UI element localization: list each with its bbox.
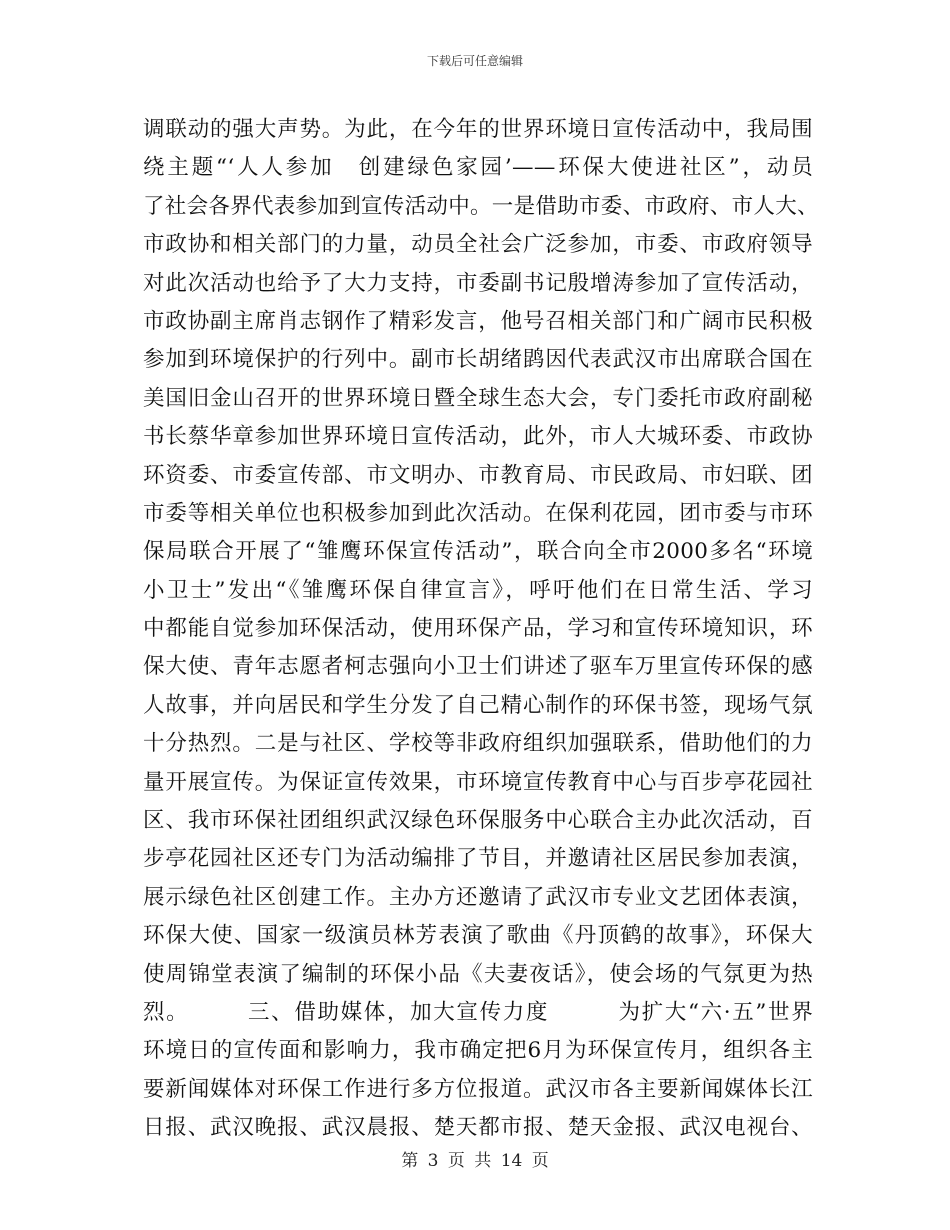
body-line: 调联动的强大声势。为此，在今年的世界环境日宣传活动中，我局围 [143, 117, 813, 142]
body-line: 十分热烈。二是与社区、学校等非政府组织加强联系，借助他们的力 [143, 731, 813, 757]
body-line: 环资委、市委宣传部、市文明办、市教育局、市民政局、市妇联、团 [143, 462, 813, 488]
body-line: 中都能自觉参加环保活动，使用环保产品，学习和宣传环境知识，环 [143, 616, 813, 642]
body-line: 区、我市环保社团组织武汉绿色环保服务中心联合主办此次活动，百 [143, 808, 813, 834]
body-line: 环保大使、国家一级演员林芳表演了歌曲《丹顶鹤的故事》，环保大 [143, 923, 813, 949]
body-line: 日报、武汉晚报、武汉晨报、楚天都市报、楚天金报、武汉电视台、 [143, 1115, 813, 1141]
document-body [143, 111, 819, 1148]
body-line: 烈。 三、借助媒体，加大宣传力度 为扩大“六·五”世界 [143, 999, 813, 1025]
body-line: 市政协和相关部门的力量，动员全社会广泛参加，市委、市政府领导 [143, 232, 813, 258]
body-line: 保局联合开展了“雏鹰环保宣传活动”，联合向全市2000多名“环境 [143, 539, 813, 565]
body-line: 人故事，并向居民和学生分发了自己精心制作的环保书签，现场气氛 [143, 692, 813, 718]
body-line: 展示绿色社区创建工作。主办方还邀请了武汉市专业文艺团体表演， [143, 884, 813, 910]
body-line: 市政协副主席肖志钢作了精彩发言，他号召相关部门和广阔市民积极 [143, 308, 813, 334]
body-line: 参加到环境保护的行列中。副市长胡绪鹍因代表武汉市出席联合国在 [143, 347, 813, 373]
body-line: 使周锦堂表演了编制的环保小品《夫妻夜话》，使会场的气氛更为热 [143, 961, 813, 987]
body-line: 绕主题“‘人人参加 创建绿色家园’——环保大使进社区”，动员 [143, 155, 813, 181]
body-line: 步亭花园社区还专门为活动编排了节目，并邀请社区居民参加表演， [143, 846, 813, 872]
body-line: 保大使、青年志愿者柯志强向小卫士们讲述了驱车万里宣传环保的感 [143, 654, 813, 680]
body-line: 要新闻媒体对环保工作进行多方位报道。武汉市各主要新闻媒体长江 [143, 1076, 813, 1102]
body-line: 美国旧金山召开的世界环境日暨全球生态大会，专门委托市政府副秘 [143, 385, 813, 411]
body-line: 了社会各界代表参加到宣传活动中。一是借助市委、市政府、市人大、 [143, 193, 819, 219]
page-number-footer: 第 3 页 共 14 页 [401, 1151, 549, 1171]
body-line: 量开展宣传。为保证宣传效果，市环境宣传教育中心与百步亭花园社 [143, 769, 813, 795]
body-line: 书长蔡华章参加世界环境日宣传活动，此外，市人大城环委、市政协 [143, 424, 813, 450]
page-header: 下载后可任意编辑 [426, 54, 523, 68]
body-line: 对此次活动也给予了大力支持，市委副书记殷增涛参加了宣传活动， [143, 270, 813, 296]
body-line: 环境日的宣传面和影响力，我市确定把6月为环保宣传月，组织各主 [143, 1038, 813, 1064]
body-line: 小卫士”发出“《雏鹰环保自律宣言》，呼吁他们在日常生活、学习 [143, 577, 813, 603]
body-line: 市委等相关单位也积极参加到此次活动。在保利花园，团市委与市环 [143, 500, 813, 526]
